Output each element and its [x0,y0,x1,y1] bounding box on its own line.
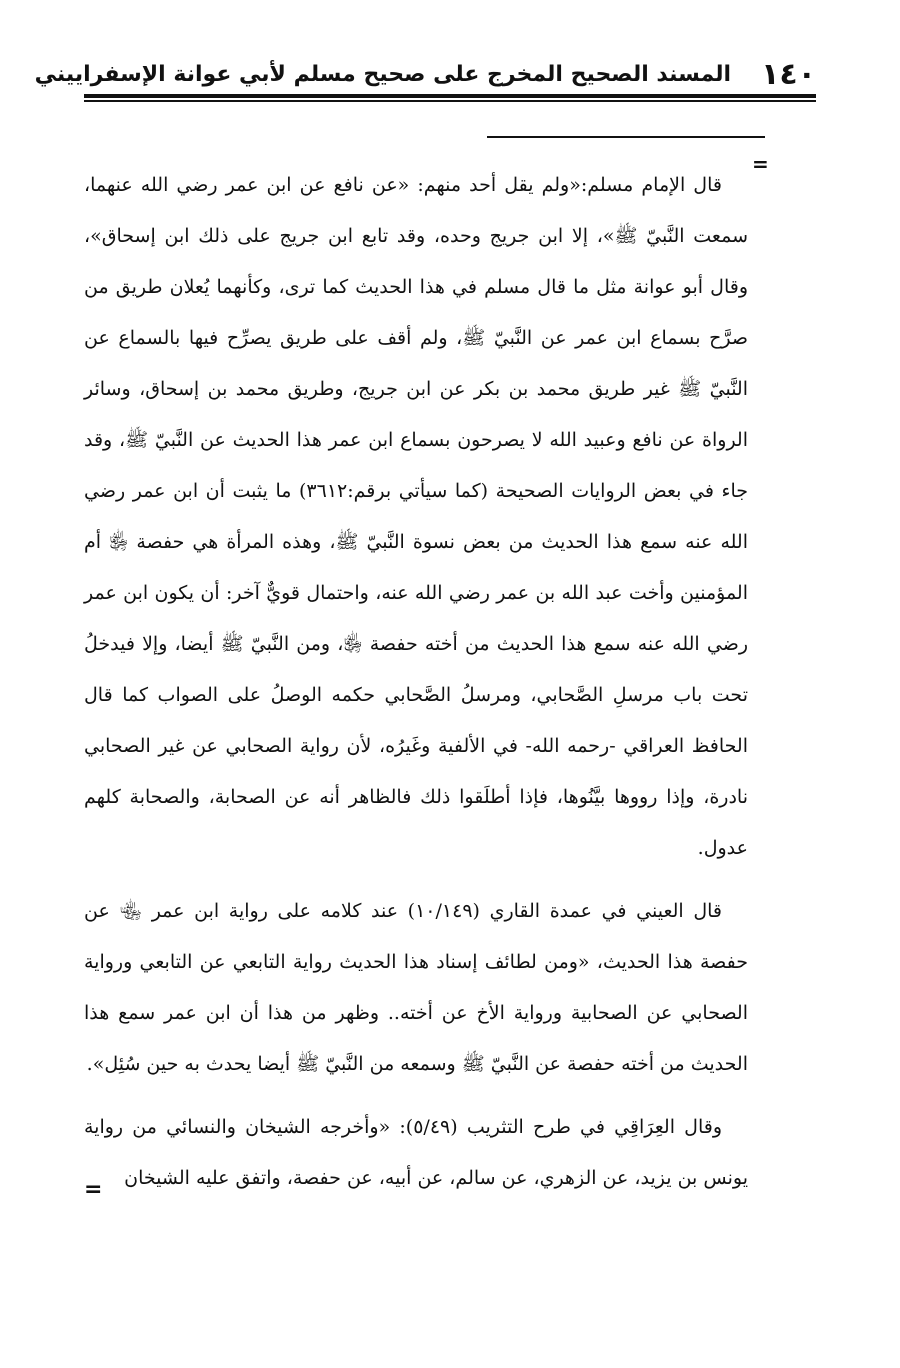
page-number: ١٤٠ [761,57,816,92]
footnote-paragraph: وقال العِرَاقِي في طرح التثريب (٥/٤٩): «وأخرجه الشيخان والنسائي من رواية يونس بن يزيد، عن الزهري، عن سالم، عن أبيه، عن حفصة، واتفق عليه الشيخان [84,1116,748,1189]
page-header [34,52,816,92]
footnote-paragraph: قال الإمام مسلم:«ولم يقل أحد منهم: «عن نافع عن ابن عمر رضي الله عنهما، سمعت النَّبيّ ﷺ»، إلا ابن جريج وحده، وقد تابع ابن جريج على ذلك ابن إسحاق»، وقال أبو عوانة مثل ما قال مسلم في هذا الحديث كما ترى، وكأنهما يُعلان طريق من صرَّح بسماع ابن عمر عن النَّبيّ ﷺ، ولم أقف على طريق يصرِّح فيها بالسماع عن النَّبيّ ﷺ غير طريق محمد بن بكر عن ابن جريج، وطريق محمد بن إسحاق، وسائر الرواة عن نافع وعبيد الله لا يصرحون بسماع ابن عمر هذا الحديث عن النَّبيّ ﷺ، وقد جاء في بعض الروايات الصحيحة (كما سيأتي برقم:٣٦١٢) ما يثبت أن ابن عمر رضي الله عنه سمع هذا الحديث من بعض نسوة النَّبيّ ﷺ، وهذه المرأة هي حفصة ﵂ أم المؤمنين وأخت عبد الله بن عمر رضي الله عنه، واحتمال قويٌّ آخر: أن يكون ابن عمر رضي الله عنه سمع هذا الحديث من أخته حفصة ﵂، ومن النَّبيّ ﷺ أيضا، وإلا فيدخلُ تحت باب مرسلِ الصَّحابي، ومرسلُ الصَّحابي حكمه الوصلُ على الصواب كما قال الحافظ العراقي -رحمه الله- في الألفية وغَيرُه، لأن رواية الصحابي عن غير الصحابي نادرة، وإذا رووها بيَّنُوها، فإذا أطلَقوا ذلك فالظاهر أنه عن الصحابة، والصحابة كلهم عدول. [84,174,748,859]
continuation-mark-bottom: = [84,1177,103,1202]
footnote-body [84,160,748,1204]
header-rule-thick [84,94,816,98]
footnote-separator [487,136,765,138]
running-title: المسند الصحيح المخرج على صحيح مسلم لأبي عوانة الإسفراييني [34,62,732,87]
footnote-paragraph: قال العيني في عمدة القاري (١٠/١٤٩) عند كلامه على رواية ابن عمر ﵄ عن حفصة هذا الحديث، «ومن لطائف إسناد هذا الحديث رواية التابعي عن التابعي ورواية الصحابي عن الصحابية ورواية الأخ عن أخته.. وظهر من هذا أن ابن عمر سمع هذا الحديث من أخته حفصة عن النَّبيّ ﷺ وسمعه من النَّبيّ ﷺ أيضا يحدث به حين سُئِل». [84,900,748,1075]
header-rule-thin [84,100,816,102]
continuation-mark-top: = [752,152,769,176]
